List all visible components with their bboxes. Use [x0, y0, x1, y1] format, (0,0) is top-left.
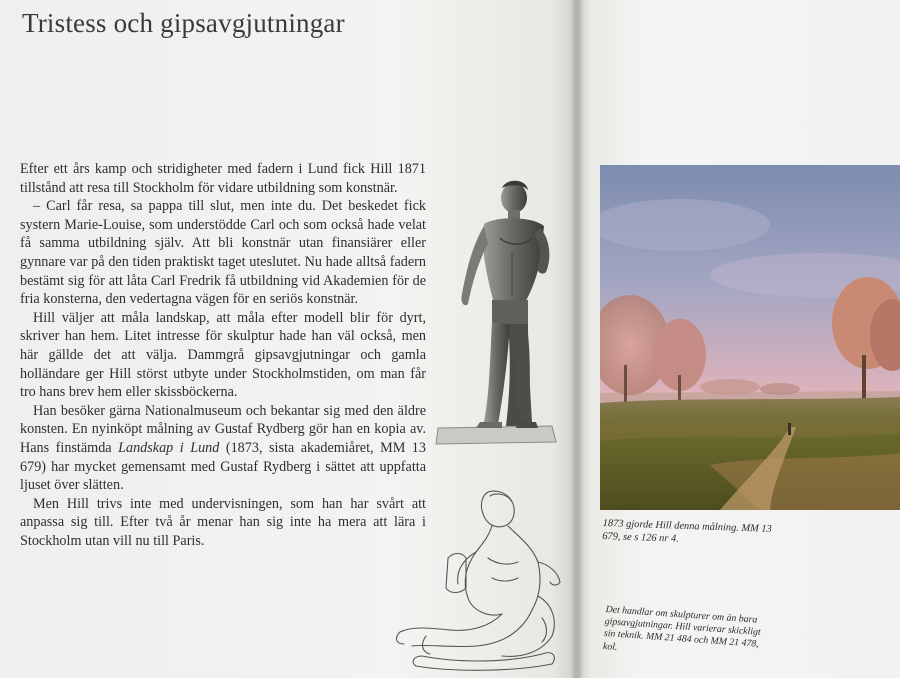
painting-caption: 1873 gjorde Hill denna målning. MM 13 679, se s 126 nr 4.: [602, 517, 772, 545]
statue-standing-illustration: [432, 176, 560, 448]
paragraph-4-before: Han besöker gärna Nationalmuseum och bekantar sig med den äldre konsten. En nyinköpt målning av Gustaf Rydberg gör han en kopia av. Hans finstämda: [20, 402, 426, 456]
paragraph-2: – Carl får resa, sa pappa till slut, men inte du. Det beskedet fick systern Marie-Louise, som understödde Carl och som också hade velat få samma utbildning själv. Att bli konstnär utan finansiärer eller gynnare var på den tiden praktiskt taget uteslutet. Nu hade alltså fadern bestämt sig för att låta Carl Fredrik få utbildning vid Akademien för de fria konsterna, den vedertagna vägen för en seriös konstnär.: [20, 198, 426, 308]
book-gutter: [570, 0, 584, 678]
painting-title-italic: Landskap i Lund: [118, 439, 220, 456]
paragraph-1: Efter ett års kamp och stridigheter med fadern i Lund fick Hill 1871 tillstånd att resa till Stockholm för vidare utbildning som konstnär.: [20, 161, 426, 196]
statue-reclining-illustration: [392, 486, 564, 674]
page-title: Tristess och gipsavgjutningar: [22, 8, 345, 38]
paragraph-5: Men Hill trivs inte med undervisningen, som han har svårt att anpassa sig till. Efter två år menar han sig inte ha mera att lära i Stockholm utan vill nu till Paris.: [20, 495, 426, 549]
landscape-painting: [600, 165, 900, 510]
paragraph-3: Hill väljer att måla landskap, att måla efter modell blir för dyrt, skriver han hem. Litet intresse för skulptur hade han väl också, men här gällde det att välja. Dammgrå gipsavgjutningar och gamla holländare ger Hill störst utbyte under Stockholmstiden, om man får tro hans brev hem eller skissböckerna.: [20, 309, 426, 401]
body-text: [20, 160, 426, 550]
sculpture-caption: Det handlar om skulpturer om än bara gipsavgjutningar. Hill varierar skickligt sin teknik. MM 21 484 och MM 21 478, kol.: [602, 604, 761, 653]
paragraph-4: [20, 402, 426, 495]
paragraph-4-after: (1873, sista akademiåret, MM 13 679) har mycket gemensamt med Gustaf Rydberg i sättet att uppfatta ljuset över slätten.: [20, 439, 426, 494]
